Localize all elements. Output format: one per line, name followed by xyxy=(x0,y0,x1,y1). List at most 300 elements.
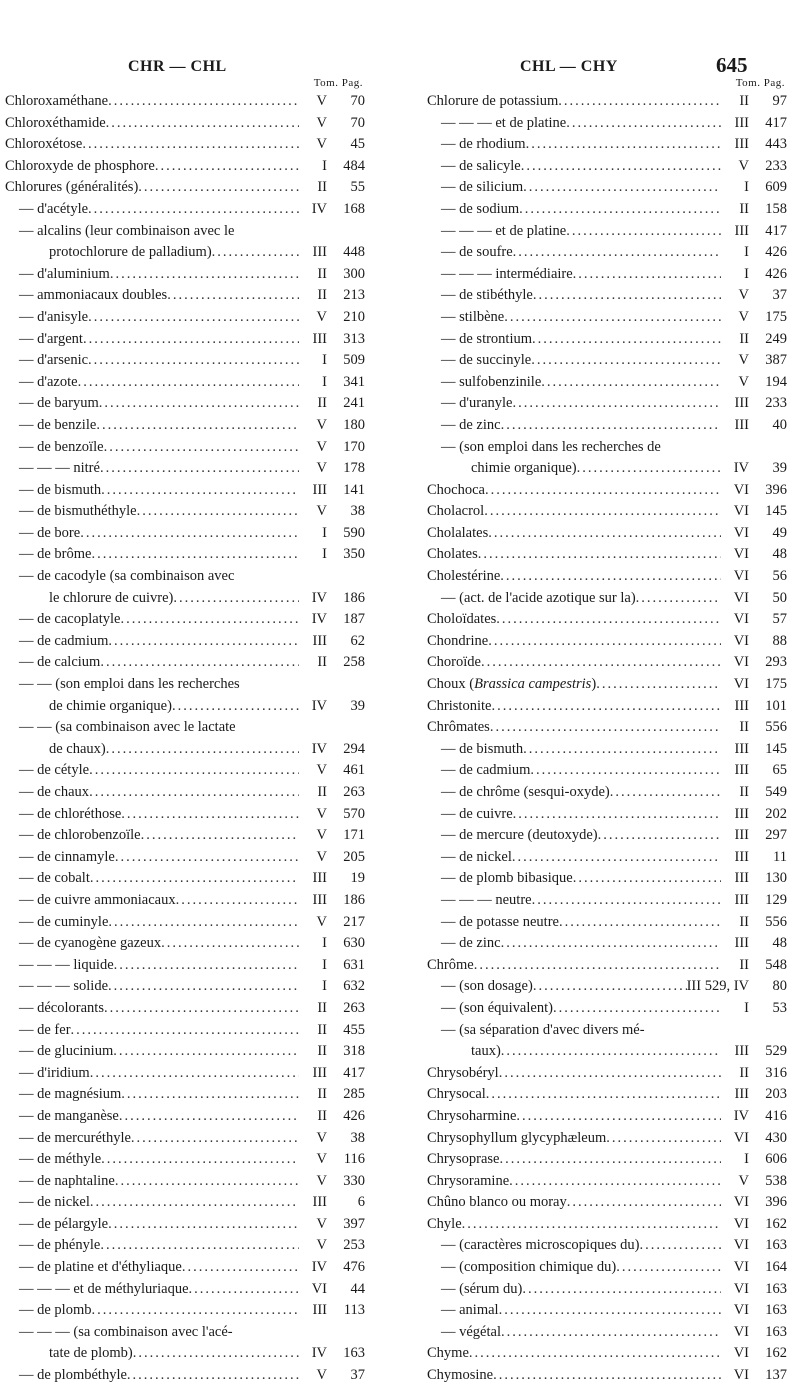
running-header-left: CHR — CHL xyxy=(128,58,227,75)
entry-term xyxy=(19,329,83,351)
leader-dots xyxy=(137,501,299,523)
page-number: 645 xyxy=(716,53,748,77)
index-entry xyxy=(427,1063,787,1085)
entry-term xyxy=(427,480,485,502)
entry-term-text: — animal xyxy=(441,1302,499,1319)
leader-dots xyxy=(616,1257,721,1279)
leader-dots xyxy=(573,868,721,890)
entry-term xyxy=(19,501,137,523)
page-reference: 50 xyxy=(772,589,787,606)
page-reference: 417 xyxy=(765,222,787,239)
entry-term-text: — de fer xyxy=(19,1021,71,1038)
entry-term-text: — (act. de l'acide azotique sur la) xyxy=(441,589,636,606)
page-reference: 529 xyxy=(765,1043,787,1060)
entry-term-text: — de zinc xyxy=(441,935,501,952)
entry-term xyxy=(19,890,176,912)
entry-term-text: — de plombéthyle xyxy=(19,1367,127,1384)
leader-dots xyxy=(100,1235,299,1257)
page-reference: 141 xyxy=(343,481,365,498)
index-entry xyxy=(5,1171,365,1193)
volume-number: I xyxy=(744,1151,749,1168)
volume-number: V xyxy=(316,1172,327,1189)
volume-number: VI xyxy=(733,611,749,628)
volume-number: II xyxy=(739,913,749,930)
entry-term-text: — ammoniacaux doubles xyxy=(19,287,168,304)
page-reference: 203 xyxy=(765,1086,787,1103)
page-reference: 316 xyxy=(765,1064,787,1081)
page-reference: 145 xyxy=(765,740,787,757)
volume-number: IV xyxy=(311,697,327,714)
leader-dots xyxy=(108,912,299,934)
index-entry xyxy=(427,1322,787,1344)
leader-dots xyxy=(522,1279,721,1301)
page-reference: 397 xyxy=(343,1215,365,1232)
page-reference: 11 xyxy=(773,848,787,865)
index-entry xyxy=(5,933,365,955)
entry-term xyxy=(441,1322,501,1344)
entry-term-text: — (son équivalent) xyxy=(441,999,553,1016)
index-entry xyxy=(427,1365,787,1387)
index-entry xyxy=(5,415,365,437)
index-entry xyxy=(5,955,365,977)
volume-number: II xyxy=(739,200,749,217)
entry-term xyxy=(19,1171,115,1193)
volume-number: VI xyxy=(733,1129,749,1146)
index-entry xyxy=(5,696,365,718)
page-reference: 476 xyxy=(343,1259,365,1276)
page-reference: 484 xyxy=(343,157,365,174)
entry-term-text: — (sérum du) xyxy=(441,1280,523,1297)
index-entry xyxy=(5,1084,365,1106)
volume-number: II xyxy=(739,956,749,973)
index-entry xyxy=(427,458,787,480)
page-reference: 396 xyxy=(765,1194,787,1211)
entry-term xyxy=(441,437,661,459)
entry-term xyxy=(427,523,488,545)
page-reference: 162 xyxy=(765,1215,787,1232)
entry-term xyxy=(441,113,566,135)
entry-term-text: — de cétyle xyxy=(19,762,90,779)
volume-number: III xyxy=(734,114,749,131)
page-reference: 101 xyxy=(765,697,787,714)
leader-dots xyxy=(212,242,299,264)
leader-dots xyxy=(493,1365,721,1387)
entry-term-text: — de baryum xyxy=(19,395,99,412)
volume-number: V xyxy=(316,503,327,520)
leader-dots xyxy=(141,825,299,847)
leader-dots xyxy=(90,868,299,890)
index-entry xyxy=(5,760,365,782)
entry-term-text: Cholestérine xyxy=(427,568,501,585)
index-entry xyxy=(427,415,787,437)
index-entry xyxy=(5,156,365,178)
volume-number: I xyxy=(322,524,327,541)
leader-dots xyxy=(533,976,687,998)
leader-dots xyxy=(521,156,721,178)
entry-term-text: — de chloréthose xyxy=(19,805,122,822)
index-entry xyxy=(427,480,787,502)
volume-number: III xyxy=(312,1194,327,1211)
entry-term xyxy=(19,480,101,502)
entry-term-text: — (composition chimique du) xyxy=(441,1259,617,1276)
page-reference: 40 xyxy=(772,416,787,433)
page-reference: 556 xyxy=(765,913,787,930)
leader-dots xyxy=(532,329,721,351)
leader-dots xyxy=(485,480,721,502)
entry-term xyxy=(441,976,533,998)
page-reference: 56 xyxy=(772,568,787,585)
page-reference: 417 xyxy=(343,1064,365,1081)
page-reference: 509 xyxy=(343,352,365,369)
page-reference: 38 xyxy=(350,1129,365,1146)
entry-term xyxy=(19,264,110,286)
index-entry xyxy=(427,307,787,329)
entry-term xyxy=(441,372,541,394)
page-reference: 158 xyxy=(765,200,787,217)
entry-term-text: — d'iridium xyxy=(19,1064,90,1081)
volume-number: V xyxy=(316,827,327,844)
entry-term xyxy=(19,199,88,221)
leader-dots xyxy=(523,739,721,761)
entry-term-text: Chloroxyde de phosphore xyxy=(5,157,155,174)
index-entry xyxy=(5,1343,365,1365)
index-entry xyxy=(5,1041,365,1063)
volume-number: III xyxy=(734,222,749,239)
volume-number: VI xyxy=(733,1302,749,1319)
index-entry xyxy=(5,631,365,653)
page-reference: 233 xyxy=(765,395,787,412)
page-reference: 300 xyxy=(343,265,365,282)
index-entry xyxy=(427,890,787,912)
entry-term-text: — (son dosage) xyxy=(441,978,533,995)
leader-dots xyxy=(82,134,299,156)
leader-dots xyxy=(553,998,721,1020)
entry-term-text: Cholalates xyxy=(427,524,489,541)
volume-number: III xyxy=(734,805,749,822)
page-reference: 210 xyxy=(343,308,365,325)
entry-term xyxy=(427,1084,486,1106)
index-entry xyxy=(427,674,787,696)
page-reference: 285 xyxy=(343,1086,365,1103)
page-reference: 39 xyxy=(772,460,787,477)
index-entry xyxy=(427,1106,787,1128)
page-reference: 217 xyxy=(343,913,365,930)
index-entry xyxy=(427,156,787,178)
volume-number: V xyxy=(316,114,327,131)
entry-term-text: — de mercure (deutoxyde) xyxy=(441,827,598,844)
index-entry xyxy=(5,307,365,329)
entry-term xyxy=(427,1106,516,1128)
entry-term xyxy=(19,825,141,847)
leader-dots xyxy=(567,1192,721,1214)
index-entry xyxy=(5,350,365,372)
leader-dots xyxy=(106,739,299,761)
index-entry xyxy=(5,113,365,135)
entry-term-text: — — — et de platine xyxy=(441,114,567,131)
page-reference: 549 xyxy=(765,784,787,800)
entry-term-text: — de cadmium xyxy=(441,762,531,779)
leader-dots xyxy=(566,221,721,243)
entry-term-text: — de cuivre ammoniacaux xyxy=(19,891,176,908)
leader-dots xyxy=(121,1084,299,1106)
volume-number: VI xyxy=(733,1215,749,1232)
entry-term-text: — — — (sa combinaison avec l'acé- xyxy=(19,1323,233,1340)
leader-dots xyxy=(155,156,299,178)
entry-term xyxy=(5,91,108,113)
index-entry xyxy=(5,609,365,631)
page-reference: 233 xyxy=(765,157,787,174)
volume-number: II xyxy=(317,287,327,304)
volume-number: III xyxy=(734,395,749,412)
entry-term-text: taux) xyxy=(471,1043,501,1060)
volume-number: III xyxy=(734,416,749,433)
page-reference: 37 xyxy=(772,287,787,304)
page-reference: 163 xyxy=(343,1345,365,1362)
leader-dots xyxy=(101,480,299,502)
entry-term xyxy=(441,998,553,1020)
index-entry xyxy=(427,955,787,977)
index-entry xyxy=(5,912,365,934)
index-entry xyxy=(427,221,787,243)
entry-term xyxy=(19,458,100,480)
page-reference: 62 xyxy=(350,632,365,649)
page-reference: 417 xyxy=(765,114,787,131)
leader-dots xyxy=(526,134,721,156)
page-reference: 178 xyxy=(343,460,365,477)
entry-term xyxy=(19,1041,113,1063)
volume-number: V xyxy=(316,1367,327,1384)
leader-dots xyxy=(481,652,721,674)
entry-term xyxy=(19,782,89,804)
page-reference: 263 xyxy=(343,784,365,800)
entry-term xyxy=(19,285,167,307)
entry-term xyxy=(427,609,496,631)
index-entry xyxy=(427,177,787,199)
index-entry xyxy=(427,264,787,286)
leader-dots xyxy=(533,285,721,307)
entry-term-text: protochlorure de palladium) xyxy=(49,244,212,261)
index-entry xyxy=(427,329,787,351)
entry-term-text: chimie organique) xyxy=(471,460,577,477)
volume-number: VI xyxy=(733,546,749,563)
page-reference: 163 xyxy=(765,1280,787,1297)
page-reference: 253 xyxy=(343,1237,365,1254)
leader-dots xyxy=(127,1365,299,1387)
index-entry xyxy=(5,523,365,545)
leader-dots xyxy=(513,242,721,264)
page-reference: 538 xyxy=(765,1172,787,1189)
entry-term xyxy=(19,1192,90,1214)
entry-term-text: tate de plomb) xyxy=(49,1345,133,1362)
volume-number: I xyxy=(744,179,749,196)
index-entry xyxy=(427,912,787,934)
index-entry xyxy=(427,652,787,674)
leader-dots xyxy=(119,1106,299,1128)
leader-dots xyxy=(88,307,299,329)
leader-dots xyxy=(71,1020,299,1042)
page-reference: 168 xyxy=(343,200,365,217)
leader-dots xyxy=(504,307,721,329)
volume-number: III xyxy=(312,330,327,347)
leader-dots xyxy=(115,1171,299,1193)
entry-term-text: — de nickel xyxy=(441,848,512,865)
volume-number: I xyxy=(322,352,327,369)
entry-term-text: — alcalins (leur combinaison avec le xyxy=(19,222,235,239)
index-entry xyxy=(427,1171,787,1193)
page-reference: 263 xyxy=(343,999,365,1016)
entry-term xyxy=(5,113,106,135)
page-reference: 448 xyxy=(343,244,365,261)
entry-term-text: — de bismuthéthyle xyxy=(19,503,137,520)
leader-dots xyxy=(519,199,721,221)
entry-term-text: — de cinnamyle xyxy=(19,848,115,865)
volume-number: V xyxy=(316,848,327,865)
volume-number: V xyxy=(738,308,749,325)
page-reference: 297 xyxy=(765,827,787,844)
page-reference: 163 xyxy=(765,1323,787,1340)
entry-term xyxy=(19,1257,182,1279)
volume-number: IV xyxy=(311,1259,327,1276)
index-entry xyxy=(5,1257,365,1279)
page-reference: 632 xyxy=(343,978,365,995)
entry-term-text: — d'argent xyxy=(19,330,83,347)
leader-dots xyxy=(104,437,299,459)
page-reference: 163 xyxy=(765,1237,787,1254)
leader-dots xyxy=(491,696,721,718)
page-reference: 162 xyxy=(765,1345,787,1362)
entry-term xyxy=(5,156,155,178)
entry-term-text: Chrysoharmine xyxy=(427,1107,517,1124)
entry-term xyxy=(19,1322,233,1344)
entry-term-text: — — — neutre xyxy=(441,891,532,908)
leader-dots xyxy=(488,523,721,545)
entry-term xyxy=(19,1149,101,1171)
volume-number: II xyxy=(317,179,327,196)
page-reference: 37 xyxy=(350,1367,365,1384)
volume-number: III xyxy=(734,740,749,757)
page-reference: 180 xyxy=(343,416,365,433)
entry-term xyxy=(427,501,484,523)
index-entry xyxy=(427,437,787,459)
volume-number: III xyxy=(734,827,749,844)
volume-number: III xyxy=(734,935,749,952)
page-reference: 163 xyxy=(765,1302,787,1319)
leader-dots xyxy=(99,393,299,415)
index-entry xyxy=(427,350,787,372)
entry-term xyxy=(441,329,532,351)
index-entry xyxy=(427,1214,787,1236)
entry-term xyxy=(427,717,490,739)
entry-term xyxy=(441,307,504,329)
volume-number: II xyxy=(739,330,749,347)
leader-dots xyxy=(573,264,721,286)
index-entry xyxy=(5,1214,365,1236)
index-entry xyxy=(427,523,787,545)
page-reference: 213 xyxy=(343,287,365,304)
index-entry xyxy=(5,739,365,761)
volume-number: VI xyxy=(733,632,749,649)
page-reference: 443 xyxy=(765,136,787,153)
leader-dots xyxy=(114,955,299,977)
entry-term xyxy=(19,566,234,588)
entry-term xyxy=(441,847,512,869)
entry-term xyxy=(49,242,212,264)
entry-term-text: de chimie organique) xyxy=(49,697,172,714)
page-reference: 318 xyxy=(343,1043,365,1060)
volume-number: V xyxy=(316,93,327,109)
entry-term-text: — de sodium xyxy=(441,200,520,217)
index-entry xyxy=(427,113,787,135)
page-reference: 387 xyxy=(765,352,787,369)
volume-number: VI xyxy=(733,568,749,585)
page-reference: 186 xyxy=(343,891,365,908)
index-entry xyxy=(427,804,787,826)
entry-term-text: — de cuminyle xyxy=(19,913,109,930)
index-entry xyxy=(5,221,365,243)
entry-term xyxy=(19,868,90,890)
running-header-right: CHL — CHY xyxy=(520,58,618,75)
entry-term-text: Christonite xyxy=(427,697,492,714)
entry-term xyxy=(19,221,234,243)
page-reference: 116 xyxy=(343,1151,365,1168)
entry-term-text: Chrysocal xyxy=(427,1086,486,1103)
index-entry xyxy=(5,1063,365,1085)
leader-dots xyxy=(167,285,299,307)
volume-number: V xyxy=(316,460,327,477)
leader-dots xyxy=(606,1128,721,1150)
volume-number: II xyxy=(739,719,749,736)
entry-term-text: — d'azote xyxy=(19,373,78,390)
entry-term xyxy=(471,1041,501,1063)
index-entry xyxy=(427,588,787,610)
entry-term xyxy=(471,458,577,480)
index-entry xyxy=(5,372,365,394)
entry-term-text: — de platine et d'éthyliaque xyxy=(19,1259,182,1276)
entry-term xyxy=(441,1235,639,1257)
volume-number: III xyxy=(734,1043,749,1060)
index-entry xyxy=(5,177,365,199)
leader-dots xyxy=(113,1041,299,1063)
column-heading-label: Tom. Pag. xyxy=(313,77,363,89)
index-column-right xyxy=(427,76,787,1387)
page-reference: 145 xyxy=(765,503,787,520)
entry-term xyxy=(19,955,114,977)
volume-number: V xyxy=(316,1237,327,1254)
volume-number: I xyxy=(322,373,327,390)
entry-term-text: le chlorure de cuivre) xyxy=(49,589,174,606)
entry-term-text: Chochoca xyxy=(427,481,485,498)
entry-term xyxy=(427,91,558,113)
volume-number: II xyxy=(739,93,749,109)
volume-number: III 529, IV xyxy=(686,978,749,995)
volume-number: III xyxy=(312,870,327,887)
entry-term-text: — — — liquide xyxy=(19,956,114,973)
entry-term-text: — de salicyle xyxy=(441,157,521,174)
entry-term xyxy=(441,1300,499,1322)
leader-dots xyxy=(484,501,721,523)
entry-term-text: Choroïde xyxy=(427,654,481,671)
entry-term xyxy=(441,890,532,912)
page-reference: 631 xyxy=(343,956,365,973)
leader-dots xyxy=(172,696,299,718)
entry-term-text: Chrysoprase xyxy=(427,1151,500,1168)
volume-number: VI xyxy=(733,1194,749,1211)
leader-dots xyxy=(513,804,721,826)
volume-number: IV xyxy=(311,611,327,628)
entry-term xyxy=(441,1020,645,1042)
entry-term-text: — — — intermédiaire xyxy=(441,265,573,282)
entry-term xyxy=(5,177,138,199)
